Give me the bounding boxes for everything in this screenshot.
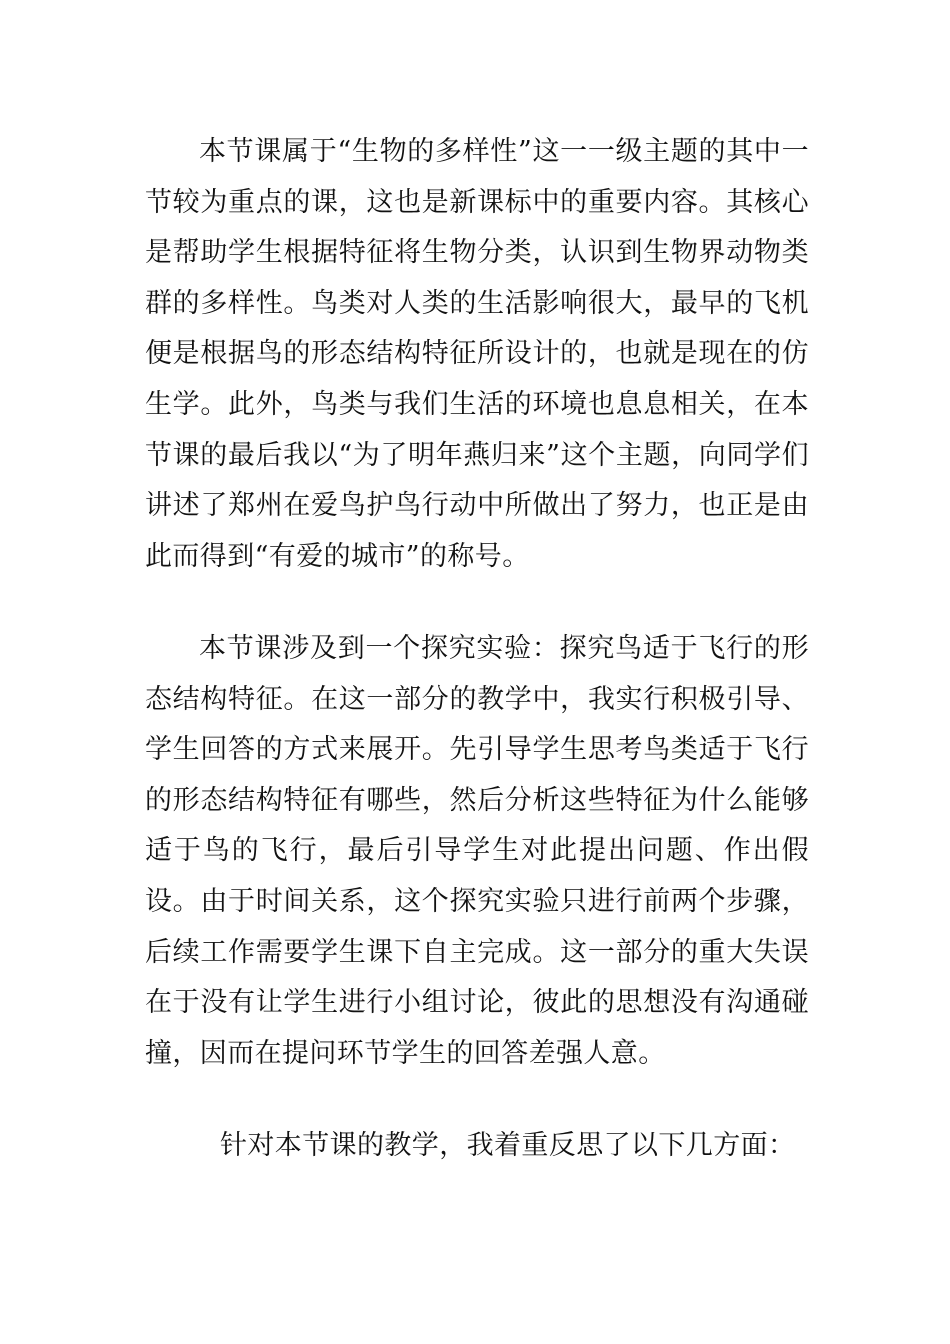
paragraph-lesson-overview: 本节课属于“生物的多样性”这一一级主题的其中一节较为重点的课，这也是新课标中的重要内容。其核心是帮助学生根据特征将生物分类，认识到生物界动物类群的多样性。鸟类对人类的生活影响很大，最早的飞机便是根据鸟的形态结构特征所设计的，也就是现在的仿生学。此外，鸟类与我们生活的环境也息息相关，在本节课的最后我以“为了明年燕归来”这个主题，向同学们讲述了郑州在爱鸟护鸟行动中所做出了努力，也正是由此而得到“有爱的城市”的称号。 [145, 136, 809, 572]
paragraph-reflection-intro: 针对本节课的教学，我着重反思了以下几方面： [220, 1130, 796, 1161]
paragraph-inquiry-experiment: 本节课涉及到一个探究实验：探究鸟适于飞行的形态结构特征。在这一部分的教学中，我实行积极引导、学生回答的方式来展开。先引导学生思考鸟类适于飞行的形态结构特征有哪些，然后分析这些特征为什么能够适于鸟的飞行，最后引导学生对此提出问题、作出假设。由于时间关系，这个探究实验只进行前两个步骤，后续工作需要学生课下自主完成。这一部分的重大失误在于没有让学生进行小组讨论，彼此的思想没有沟通碰撞，因而在提问环节学生的回答差强人意。 [145, 633, 809, 1069]
